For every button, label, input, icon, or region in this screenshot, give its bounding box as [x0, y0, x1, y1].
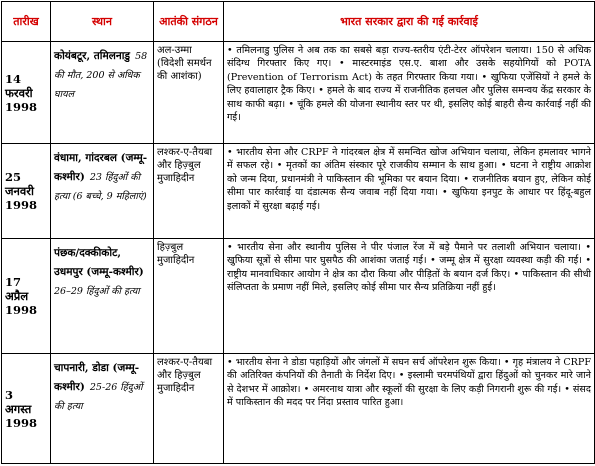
casualties-note: 23 हिंदुओं की हत्या (6 बच्चे, 9 महिलाएं): [54, 172, 147, 202]
place-cell: [51, 239, 154, 354]
casualties-note: 58 की मौत, 200 से अधिक घायल: [54, 51, 148, 100]
org-cell: लश्कर-ए-तैयबा और हिज़्बुल मुजाहिदीन: [154, 144, 224, 239]
header-date: तारीख: [2, 2, 51, 42]
table-row: [2, 42, 595, 144]
table-row: [2, 239, 595, 354]
date-month: अप्रैल: [5, 289, 29, 303]
date-day: 25: [5, 170, 22, 184]
date-year: 1998: [5, 415, 38, 430]
place-name: वंधामा, गांदरबल (जम्मू-कश्मीर): [54, 152, 148, 183]
date-cell: [2, 354, 51, 464]
place-cell: [51, 354, 154, 464]
action-cell: • भारतीय सेना और CRPF ने गांदरबल क्षेत्र में समन्वित खोज अभियान चलाया, लेकिन हमलावर भागने में सफल रहे। • मृतकों का अंतिम संस्कार पूरे राजकीय सम्मान के साथ हुआ। • घटना ने राष्ट्रीय आक्रोश को जन्म दिया, प्रधानमंत्री ने पाकिस्तान की भूमिका पर बयान दिया। • राजनीतिक बयान हुए, लेकिन कोई सीमा पार कार्रवाई या दंडात्मक सैन्य जवाब नहीं दिया गया। • खुफिया इनपुट के आधार पर हिंदू-बहुल इलाकों में सुरक्षा बढ़ाई गई।: [224, 144, 595, 239]
place-cell: [51, 42, 154, 144]
date-year: 1998: [5, 303, 38, 317]
table-row: [2, 144, 595, 239]
place-name: कोयंबटूर, तमिलनाडु: [54, 50, 131, 62]
header-row: [2, 2, 595, 42]
date-year: 1998: [5, 198, 38, 212]
place-cell: [51, 144, 154, 239]
action-cell: • भारतीय सेना और स्थानीय पुलिस ने पीर पंजाल रेंज में बड़े पैमाने पर तलाशी अभियान चलाया। • खुफिया सूत्रों से सीमा पार घुसपैठ की आशंका जताई गई। • जम्मू क्षेत्र में सुरक्षा व्यवस्था कड़ी की गई। • राष्ट्रीय मानवाधिकार आयोग ने क्षेत्र का दौरा किया और पीड़ितों के बयान दर्ज किए। • पाकिस्तान की सीधी संलिप्तता के प्रमाण नहीं मिले, इसलिए कोई सीमा पार सैन्य प्रतिक्रिया नहीं हुई।: [224, 239, 595, 354]
header-place: स्थान: [51, 2, 154, 42]
date-day: 17: [5, 275, 22, 289]
casualties-note: 25-26 हिंदुओं की हत्या: [54, 382, 143, 412]
action-cell: • तमिलनाडु पुलिस ने अब तक का सबसे बड़ा राज्य-स्तरीय एंटी-टेरर ऑपरेशन चलाया। 150 से अधिक संदिग्ध गिरफ्तार किए गए। • मास्टरमाइंड एस.ए. बाशा और उसके सहयोगियों को POTA (Prevention of Terrorism Act) के तहत गिरफ्तार किया गया। • खुफिया एजेंसियों ने हमले के लिए हवालाहार ट्रैक किए। • हमले के बाद राज्य में राजनीतिक हलचल और पुलिस समन्वय केंद्र सरकार के साथ काफी बढ़ा। • चूंकि हमले की योजना स्थानीय स्तर पर थी, इसलिए कोई बाहरी सैन्य कार्रवाई नहीं की गई।: [224, 42, 595, 144]
date-day: 3: [5, 387, 14, 402]
date-cell: [2, 144, 51, 239]
action-cell: • भारतीय सेना ने डोडा पहाड़ियों और जंगलों में सघन सर्च ऑपरेशन शुरू किया। • गृह मंत्रालय ने CRPF की अतिरिक्त कंपनियों की तैनाती के निर्देश दिए। • इस्लामी चरमपंथियों द्वारा हिंदुओं को चुनकर मारे जाने से देशभर में आक्रोश। • अमरनाथ यात्रा और स्कूलों की सुरक्षा के लिए कड़ी निगरानी शुरू की गई। • संसद में पाकिस्तान की मदद पर निंदा प्रस्ताव पारित हुआ।: [224, 354, 595, 464]
org-cell: लश्कर-ए-तैयबा और हिज़्बुल मुजाहिदीन: [154, 354, 224, 464]
table-row: [2, 354, 595, 464]
org-cell: हिज़्बुल मुजाहिदीन: [154, 239, 224, 354]
date-month: जनवरी: [5, 184, 34, 198]
org-cell: अल-उम्मा (विदेशी समर्थन की आशंका): [154, 42, 224, 144]
header-org: आतंकी संगठन: [154, 2, 224, 42]
header-action: भारत सरकार द्वारा की गई कार्रवाई: [224, 2, 595, 42]
date-cell: [2, 239, 51, 354]
casualties-note: 26–29 हिंदुओं की हत्या: [54, 286, 140, 297]
place-name: पंछक/दक्कीकोट, उधमपुर (जम्मू-कश्मीर): [54, 247, 144, 278]
date-year: 1998: [5, 99, 38, 114]
date-month: फरवरी: [5, 85, 33, 100]
terror-attacks-table: [1, 1, 595, 464]
place-name: चापनारी, डोडा (जम्मू-कश्मीर): [54, 362, 140, 393]
date-month: अगस्त: [5, 401, 32, 416]
date-day: 14: [5, 71, 22, 86]
date-cell: [2, 42, 51, 144]
